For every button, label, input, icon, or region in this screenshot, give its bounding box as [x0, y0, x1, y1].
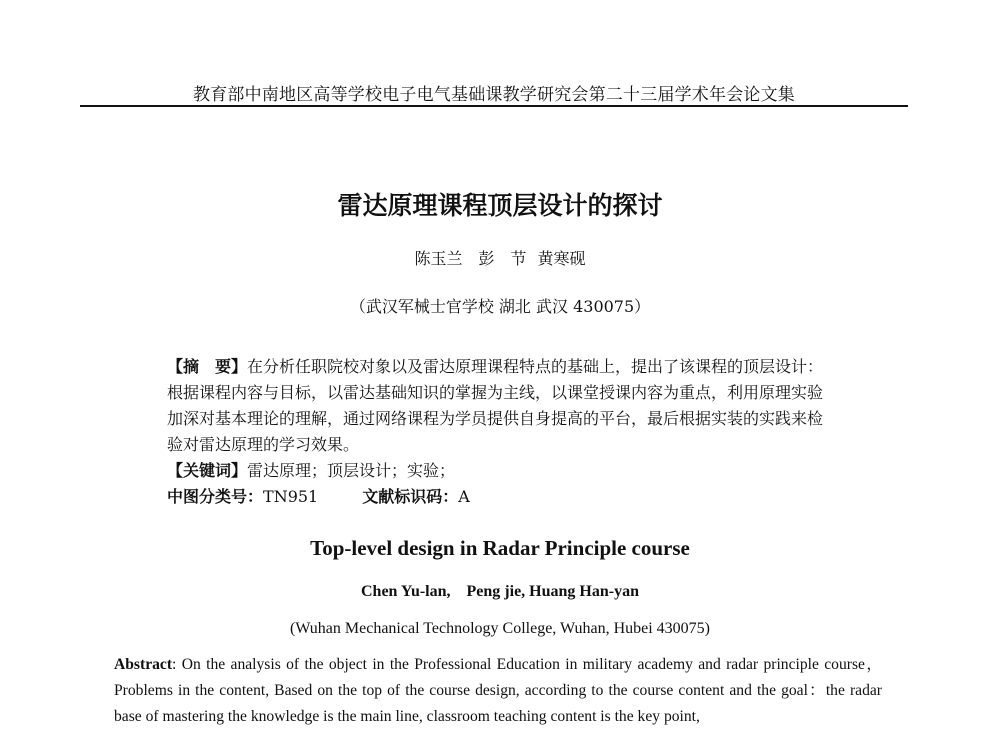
- header-rule: [80, 105, 908, 107]
- class-value: TN951: [263, 487, 319, 506]
- paper-title-cn: 雷达原理课程顶层设计的探讨: [337, 191, 663, 220]
- abstract-text-en: : On the analysis of the object in the Professional Education in military academy and radar principle course，Problems in the content, Based on the top of the course design, according to the course content and the goal：the radar base of mastering the knowledge is the main line, classroom teaching content is the key point,: [114, 656, 882, 725]
- class-label-cn: 中图分类号：: [167, 487, 264, 506]
- abstract-label-cn: 【摘 要】: [167, 357, 248, 376]
- affiliation-en: (Wuhan Mechanical Technology College, Wuhan, Hubei 430075): [290, 620, 710, 637]
- doc-label-cn: 文献标识码：: [362, 487, 459, 506]
- classification-line: [167, 484, 835, 510]
- keywords-cn: [167, 458, 835, 484]
- affiliation-cn: （武汉军械士官学校 湖北 武汉 430075）: [349, 297, 651, 316]
- abstract-label-en: Abstract: [114, 656, 173, 673]
- keywords-text-cn: 雷达原理；顶层设计；实验；: [247, 461, 456, 480]
- authors-en: Chen Yu-lan, Peng jie, Huang Han-yan: [361, 583, 639, 600]
- keywords-label-cn: 【关键词】: [167, 461, 248, 480]
- running-header: 教育部中南地区高等学校电子电气基础课教学研究会第二十三届学术年会论文集: [193, 85, 795, 105]
- abstract-text-cn: 在分析任职院校对象以及雷达原理课程特点的基础上，提出了该课程的顶层设计：根据课程内容与目标，以雷达基础知识的掌握为主线，以课堂授课内容为重点，利用原理实验加深对基本理论的理解，通过网络课程为学员提供自身提高的平台，最后根据实装的实践来检验对雷达原理的学习效果。: [167, 357, 824, 454]
- abstract-en: [114, 652, 882, 730]
- paper-title-en: Top-level design in Radar Principle course: [310, 536, 690, 560]
- abstract-cn: [167, 354, 835, 458]
- doc-value: A: [458, 487, 470, 506]
- authors-cn: 陈玉兰 彭 节 黄寒砚: [414, 249, 586, 268]
